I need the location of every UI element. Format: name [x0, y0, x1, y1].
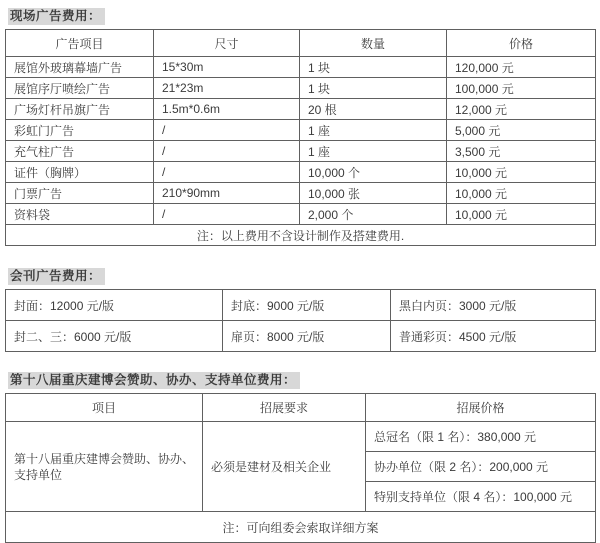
- onsite-ads-table: [5, 29, 596, 246]
- table-row: [6, 57, 596, 78]
- cell-quantity: 1 块: [300, 78, 447, 99]
- cell-sponsorship-requirement: 必须是建材及相关企业: [203, 422, 366, 512]
- table-note-row: [6, 512, 596, 543]
- cell-bw-inner-page: 黑白内页：3000 元/版: [391, 290, 596, 321]
- cell-price: 10,000 元: [447, 162, 596, 183]
- table-row: [6, 183, 596, 204]
- cell-project: 展馆序厅喷绘广告: [6, 78, 154, 99]
- cell-size: 1.5m*0.6m: [154, 99, 300, 120]
- column-header-size: 尺寸: [154, 30, 300, 57]
- cell-size: 210*90mm: [154, 183, 300, 204]
- cell-quantity: 1 块: [300, 57, 447, 78]
- cell-quantity: 10,000 张: [300, 183, 447, 204]
- cell-title-sponsor-price: 总冠名（限 1 名）：380,000 元: [366, 422, 596, 452]
- cell-special-support-price: 特别支持单位（限 4 名）：100,000 元: [366, 482, 596, 512]
- sponsorship-note: 注：可向组委会索取详细方案: [6, 512, 596, 543]
- cell-price: 12,000 元: [447, 99, 596, 120]
- cell-quantity: 1 座: [300, 141, 447, 162]
- section-title-sponsorship: 第十八届重庆建博会赞助、协办、支持单位费用：: [8, 372, 300, 389]
- table-row: [6, 290, 596, 321]
- cell-project: 彩虹门广告: [6, 120, 154, 141]
- cell-co-organizer-price: 协办单位（限 2 名）：200,000 元: [366, 452, 596, 482]
- table-row: [6, 204, 596, 225]
- cell-back-cover: 封底：9000 元/版: [223, 290, 391, 321]
- cell-project: 证件（胸牌）: [6, 162, 154, 183]
- cell-title-page: 扉页：8000 元/版: [223, 321, 391, 352]
- cell-quantity: 2,000 个: [300, 204, 447, 225]
- onsite-ads-note: 注：以上费用不含设计制作及搭建费用.: [6, 225, 596, 246]
- cell-project: 资料袋: [6, 204, 154, 225]
- cell-size: /: [154, 204, 300, 225]
- cell-project: 门票广告: [6, 183, 154, 204]
- cell-front-cover: 封面：12000 元/版: [6, 290, 223, 321]
- column-header-requirement: 招展要求: [203, 394, 366, 422]
- table-row: [6, 78, 596, 99]
- table-note-row: [6, 225, 596, 246]
- column-header-exhibit-price: 招展价格: [366, 394, 596, 422]
- column-header-project: 广告项目: [6, 30, 154, 57]
- cell-price: 5,000 元: [447, 120, 596, 141]
- cell-price: 10,000 元: [447, 204, 596, 225]
- table-row: [6, 99, 596, 120]
- table-row: [6, 321, 596, 352]
- sponsorship-table: [5, 393, 596, 543]
- table-header-row: [6, 394, 596, 422]
- cell-size: 15*30m: [154, 57, 300, 78]
- cell-quantity: 1 座: [300, 120, 447, 141]
- cell-project: 充气柱广告: [6, 141, 154, 162]
- cell-size: /: [154, 162, 300, 183]
- table-row: [6, 422, 596, 452]
- cell-size: 21*23m: [154, 78, 300, 99]
- column-header-price: 价格: [447, 30, 596, 57]
- cell-sponsorship-project: 第十八届重庆建博会赞助、协办、支持单位: [6, 422, 203, 512]
- cell-color-page: 普通彩页：4500 元/版: [391, 321, 596, 352]
- journal-ads-table: [5, 289, 596, 352]
- cell-price: 3,500 元: [447, 141, 596, 162]
- cell-inside-covers: 封二、三：6000 元/版: [6, 321, 223, 352]
- section-title-onsite-ads: 现场广告费用：: [8, 8, 105, 25]
- cell-quantity: 10,000 个: [300, 162, 447, 183]
- cell-quantity: 20 根: [300, 99, 447, 120]
- cell-size: /: [154, 141, 300, 162]
- section-title-journal-ads: 会刊广告费用：: [8, 268, 105, 285]
- column-header-quantity: 数量: [300, 30, 447, 57]
- column-header-item: 项目: [6, 394, 203, 422]
- cell-project: 广场灯杆吊旗广告: [6, 99, 154, 120]
- cell-price: 120,000 元: [447, 57, 596, 78]
- cell-project: 展馆外玻璃幕墙广告: [6, 57, 154, 78]
- cell-size: /: [154, 120, 300, 141]
- table-header-row: [6, 30, 596, 57]
- cell-price: 100,000 元: [447, 78, 596, 99]
- table-row: [6, 141, 596, 162]
- table-row: [6, 162, 596, 183]
- table-row: [6, 120, 596, 141]
- cell-price: 10,000 元: [447, 183, 596, 204]
